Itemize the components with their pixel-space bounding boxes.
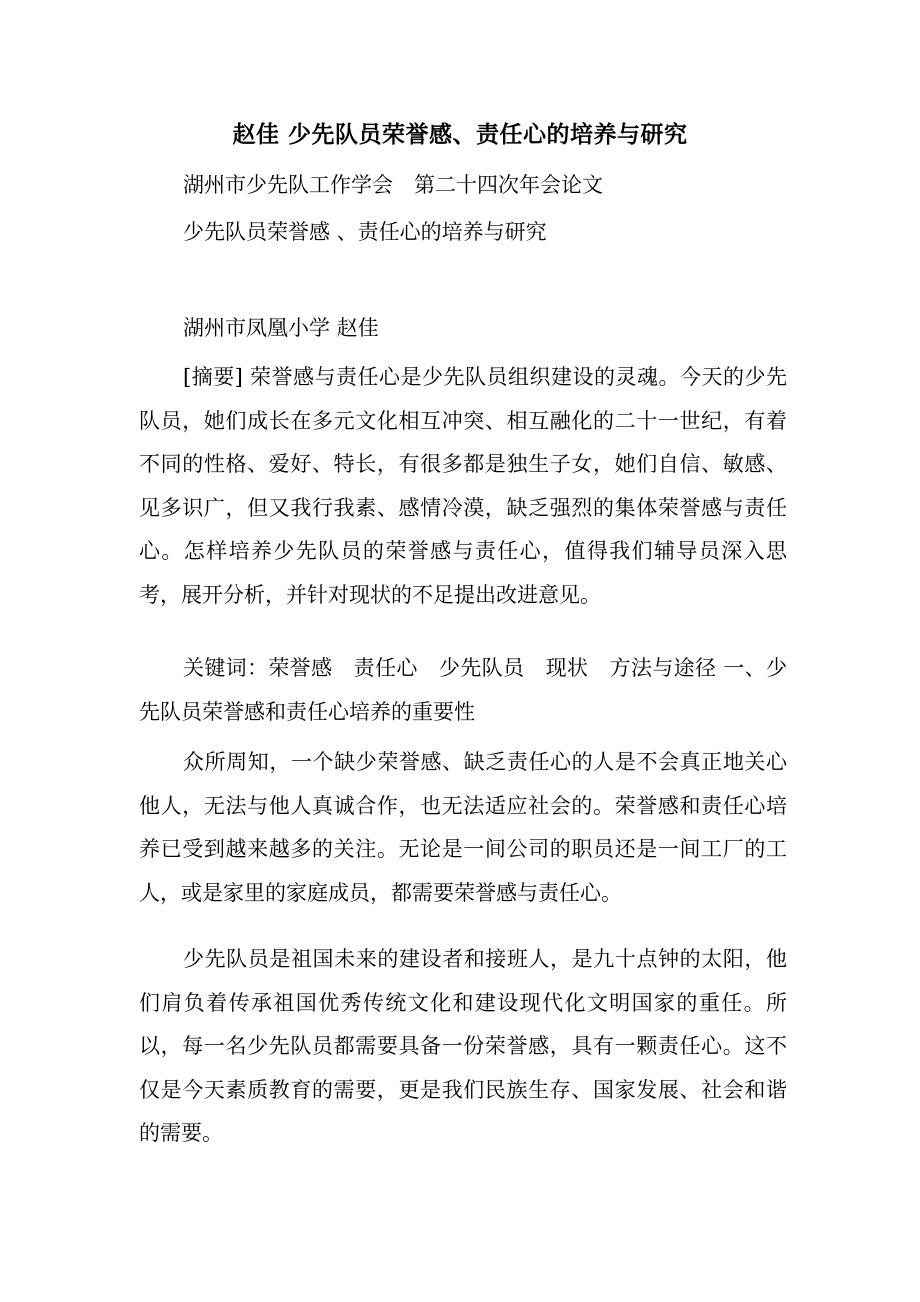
body-paragraph-1: 众所周知，一个缺少荣誉感、缺乏责任心的人是不会真正地关心他人，无法与他人真诚合作，也无法适应社会的。荣誉感和责任心培养已受到越来越多的关注。无论是一间公司的职员还是一间工厂的工人，或是家里的家庭成员，都需要荣誉感与责任心。 <box>139 750 787 905</box>
conference-line: 湖州市少先队工作学会 第二十四次年会论文 <box>183 173 603 197</box>
author-line: 湖州市凤凰小学 赵佳 <box>183 316 379 340</box>
paper-subtitle: 少先队员荣誉感 、责任心的培养与研究 <box>183 220 547 244</box>
keywords-paragraph: 关键词：荣誉感 责任心 少先队员 现状 方法与途径 一、少先队员荣誉感和责任心培养的重要性 <box>139 656 787 724</box>
document-title: 赵佳 少先队员荣誉感、责任心的培养与研究 <box>232 121 688 148</box>
body-paragraph-2: 少先队员是祖国未来的建设者和接班人，是九十点钟的太阳，他们肩负着传承祖国优秀传统文化和建设现代化文明国家的重任。所以，每一名少先队员都需要具备一份荣誉感，具有一颗责任心。这不仅是今天素质教育的需要，更是我们民族生存、国家发展、社会和谐的需要。 <box>139 947 787 1145</box>
abstract-paragraph: [摘要] 荣誉感与责任心是少先队员组织建设的灵魂。今天的少先队员，她们成长在多元文化相互冲突、相互融化的二十一世纪，有着不同的性格、爱好、特长，有很多都是独生子女，她们自信、敏感、见多识广，但又我行我素、感情冷漠，缺乏强烈的集体荣誉感与责任心。怎样培养少先队员的荣誉感与责任心，值得我们辅导员深入思考，展开分析，并针对现状的不足提出改进意见。 <box>139 365 787 607</box>
